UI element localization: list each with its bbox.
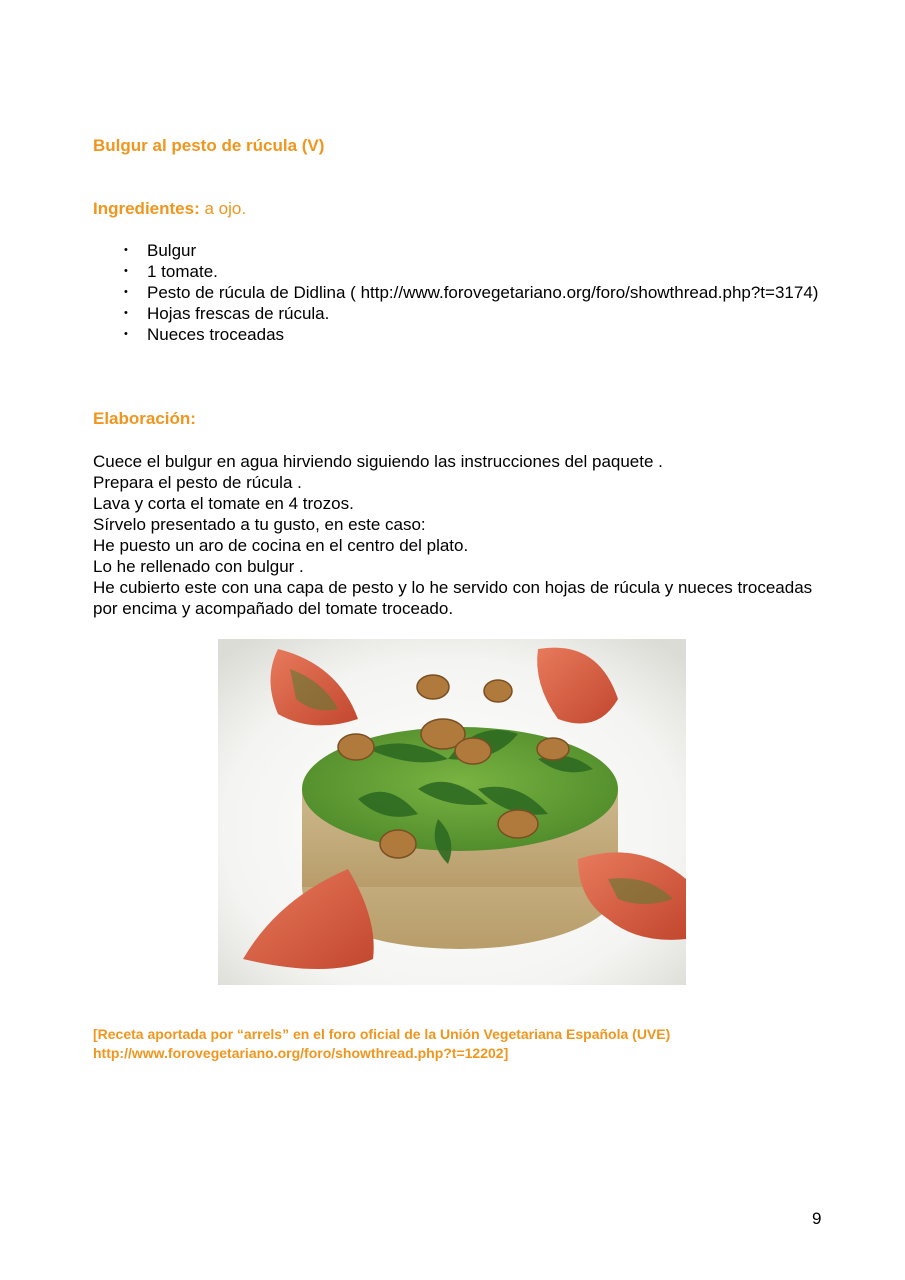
ingredient-text: Hojas frescas de rúcula. — [147, 304, 330, 323]
step-line: Lo he rellenado con bulgur . — [93, 557, 304, 576]
bullet-icon: • — [124, 244, 128, 256]
list-item — [93, 324, 823, 345]
step-line: He cubierto este con una capa de pesto y lo he servido con hojas de rúcula y nueces troceadas por encima y acompañado del tomate troceado. — [93, 578, 813, 618]
bullet-icon: • — [124, 265, 128, 277]
bullet-icon: • — [124, 307, 128, 319]
bullet-icon: • — [124, 328, 128, 340]
preparation-steps — [93, 451, 823, 619]
ingredients-label: Ingredientes: — [93, 199, 200, 218]
ingredient-text: Bulgur — [147, 241, 197, 260]
bullet-icon: • — [124, 286, 128, 298]
credit-line: [Receta aportada por “arrels” en el foro oficial de la Unión Vegetariana Española (UVE) — [93, 1026, 671, 1042]
list-item — [93, 261, 823, 282]
step-line: Prepara el pesto de rúcula . — [93, 473, 302, 492]
list-item — [93, 282, 823, 303]
recipe-title: Bulgur al pesto de rúcula (V) — [93, 136, 325, 155]
elaboracion-heading: Elaboración: — [93, 409, 196, 428]
dish-photo — [218, 639, 686, 985]
ingredient-text: 1 tomate. — [147, 262, 218, 281]
ingredients-heading — [93, 199, 246, 219]
page-number: 9 — [812, 1209, 822, 1228]
ingredients-list — [93, 240, 823, 345]
step-line: Lava y corta el tomate en 4 trozos. — [93, 494, 354, 513]
step-line: Sírvelo presentado a tu gusto, en este caso: — [93, 515, 426, 534]
ingredient-text: Pesto de rúcula de Didlina ( http://www.forovegetariano.org/foro/showthread.php?t=3174) — [147, 283, 819, 302]
recipe-credit — [93, 1025, 833, 1063]
step-line: He puesto un aro de cocina en el centro del plato. — [93, 536, 469, 555]
ingredient-text: Nueces troceadas — [147, 325, 285, 344]
credit-link[interactable]: http://www.forovegetariano.org/foro/showthread.php?t=12202] — [93, 1045, 509, 1061]
list-item — [93, 303, 823, 324]
step-line: Cuece el bulgur en agua hirviendo siguiendo las instrucciones del paquete . — [93, 452, 663, 471]
list-item — [93, 240, 823, 261]
ingredients-note: a ojo. — [199, 199, 247, 218]
